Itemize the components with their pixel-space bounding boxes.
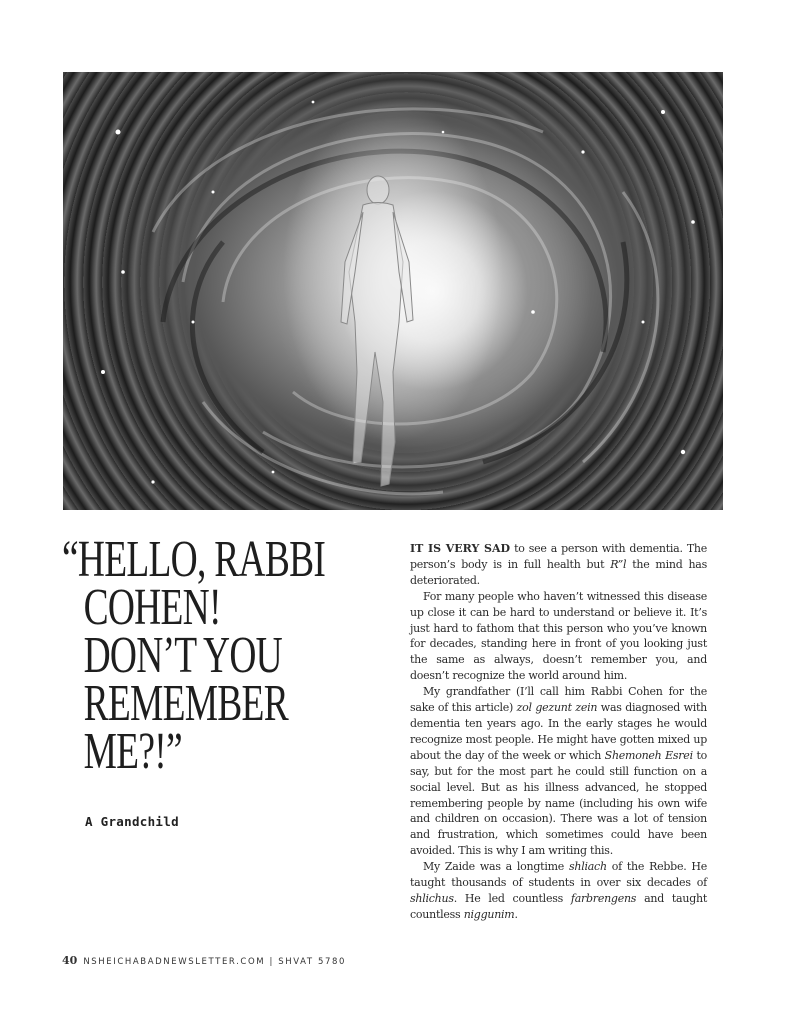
paragraph-3-text-b: was diagnosed with dementia ten years ago. In the early stages he would recognize most people. He might have gotten mixed up about the day of the week or which (410, 701, 708, 762)
lead-in: IT IS VERY SAD (410, 542, 511, 555)
article-body (410, 541, 707, 923)
italic-term: shlichus (410, 891, 454, 905)
title-line-4: REMEMBER (83, 675, 288, 732)
page-footer (62, 954, 346, 967)
paragraph-3-text-a: My grandfather (I’ll call him Rabbi Cohen for the sake of this article) (410, 685, 707, 715)
page-number: 40 (62, 954, 78, 967)
title-line-3: DON’T YOU (83, 627, 282, 684)
article-title (62, 531, 326, 780)
paragraph-1-text: to see a person with dementia. The person’s body is in full health but (410, 542, 707, 571)
paragraph-4-text-e: . (514, 907, 518, 921)
title-line-5: ME?!” (83, 723, 182, 780)
paragraph-4-text-b: of the Rebbe. He taught thousands of students in over six decades of (410, 860, 707, 890)
footer-text: NSHEICHABADNEWSLETTER.COM | SHVAT 5780 (83, 957, 346, 967)
paragraph-3-text-c: to say, but for the most part he could still function on a social level. But as his illness advanced, he stopped remembering people by name (including his own wife and children on occasion). There was a lot of tension and frustration, which sometimes could have been avoided. This is why I am writing this. (410, 748, 707, 858)
italic-term: niggunim (463, 907, 515, 921)
paragraph-3 (410, 684, 707, 859)
author-byline: A Grandchild (85, 814, 179, 829)
galaxy-figure-artwork (63, 72, 723, 510)
paragraph-4-text-a: My Zaide was a longtime (423, 860, 569, 874)
paragraph-4-text-d: and taught countless (410, 891, 707, 921)
italic-term: zol gezunt zein (516, 701, 598, 715)
paragraph-1-end: the mind has deteriorated. (410, 557, 707, 587)
italic-term: farbrengens (570, 891, 637, 905)
title-line-1: “HELLO, RABBI (62, 531, 326, 588)
paragraph-1 (410, 541, 707, 589)
paragraph-4 (410, 859, 707, 923)
italic-term: Shemoneh Esrei (604, 748, 693, 762)
paragraph-2: For many people who haven’t witnessed this disease up close it can be hard to understand or believe it. It’s just hard to fathom that this person who you’ve known for decades, standing here in front of you looking just the same as always, doesn’t remember you, and doesn’t recognize the world around him. (410, 589, 707, 683)
title-line-2: COHEN! (83, 579, 221, 636)
italic-term: shliach (568, 860, 607, 874)
hero-illustration (63, 72, 723, 510)
italic-term: R”l (610, 557, 627, 571)
paragraph-4-text-c: . He led countless (453, 891, 571, 905)
